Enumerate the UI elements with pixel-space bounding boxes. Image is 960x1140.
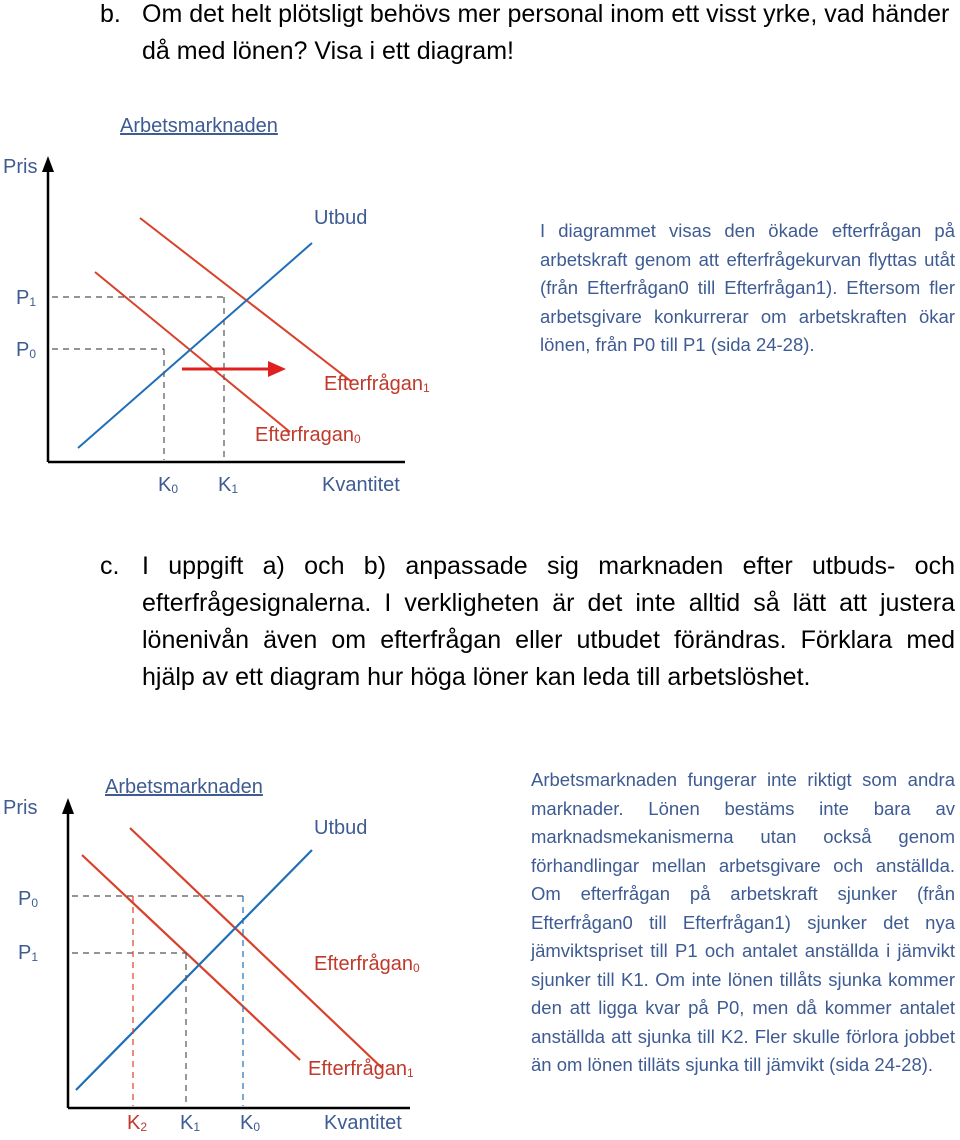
diagram2-p1-label: $P_1$ (18, 942, 39, 964)
diagram2-explanation: Arbetsmarknaden fungerar inte riktigt som andra marknader. Lönen bestäms inte bara av marknadsmekanismerna utan också genom förhandlingar mellan arbetsgivare och anställda. Om efterfrågan på arbetskraft sjunker (från Efterfrågan0 till Efterfrågan1) sjunker det nya jämviktspriset till P1 och antalet anställda i jämvikt sjunker till K1. Om inte lönen tillåts sjunka kommer den att ligga kvar på P0, men då kommer antalet anställda att sjunka till K2. Fler skulle förlora jobbet än om lönen tilläts sjunka till jämvikt (sida 24-28). (531, 769, 955, 1075)
diagram2-demand1-label: Efterfrågan$_1$ (308, 1058, 414, 1080)
diagram1-explanation: I diagrammet visas den ökade efterfrågan på arbetskraft genom att efterfrågekurvan flyttas utåt (från Efterfrågan0 till Efterfrågan1). Eftersom fler arbetsgivare konkurrerar om arbetskraften ökar lönen, från P0 till P1 (sida 24-28). (540, 220, 955, 355)
diagram1-plot (0, 0, 470, 510)
diagram1-x-axis-label: Kvantitet (322, 474, 400, 496)
question-c-text: I uppgift a) och b) anpassade sig marknaden efter utbuds- och efterfrågesignalerna. I verkligheten är det inte alltid så lätt att justera lönenivån även om efterfrågan eller utbudet förändras. Förklara med hjälp av ett diagram hur höga löner kan leda till arbetslöshet. (142, 552, 955, 691)
diagram2-p0-label: $P_0$ (18, 888, 39, 910)
diagram2-y-axis-label: Pris (3, 797, 38, 819)
question-b-text: Om det helt plötsligt behövs mer personal inom ett visst yrke, vad händer då med lönen? Visa i ett diagram! (142, 0, 950, 65)
y-axis-arrow (42, 156, 54, 172)
question-c (100, 548, 955, 696)
diagram2-supply-label: Utbud (314, 817, 368, 839)
diagram1-demand0-label: Efterfragan$_0$ (255, 424, 361, 446)
diagram2-plot (0, 760, 470, 1140)
question-b-letter: b. (100, 0, 121, 28)
diagram2-k0-label: $K_0$ (240, 1112, 261, 1134)
question-c-letter: c. (100, 552, 120, 580)
diagram1-y-axis-label: Pris (3, 156, 38, 178)
diagram2-title: Arbetsmarknaden (105, 776, 263, 798)
diagram1-p1-label: $P_1$ (16, 287, 37, 309)
diagram2-k1-label: $K_1$ (180, 1112, 201, 1134)
diagram1-supply-line (78, 243, 312, 448)
diagram1-k1-label: $K_1$ (218, 474, 239, 496)
diagram2-k2-label: $K_2$ (127, 1112, 148, 1134)
diagram1-supply-label: Utbud (314, 207, 368, 229)
y-axis-arrow (62, 798, 74, 814)
diagram1-p0-label: $P_0$ (16, 339, 37, 361)
diagram-2 (0, 760, 960, 1140)
diagram1-demand1-label: Efterfrågan$_1$ (324, 373, 430, 395)
diagram-1 (0, 0, 960, 510)
diagram2-supply-line (76, 850, 312, 1090)
diagram1-shift-arrowhead (268, 361, 286, 377)
diagram1-k0-label: $K_0$ (158, 474, 179, 496)
diagram1-title: Arbetsmarknaden (120, 115, 278, 137)
diagram2-x-axis-label: Kvantitet (324, 1112, 402, 1134)
diagram2-demand0-label: Efterfrågan$_0$ (314, 953, 420, 975)
diagram2-demand0-line (130, 828, 382, 1068)
